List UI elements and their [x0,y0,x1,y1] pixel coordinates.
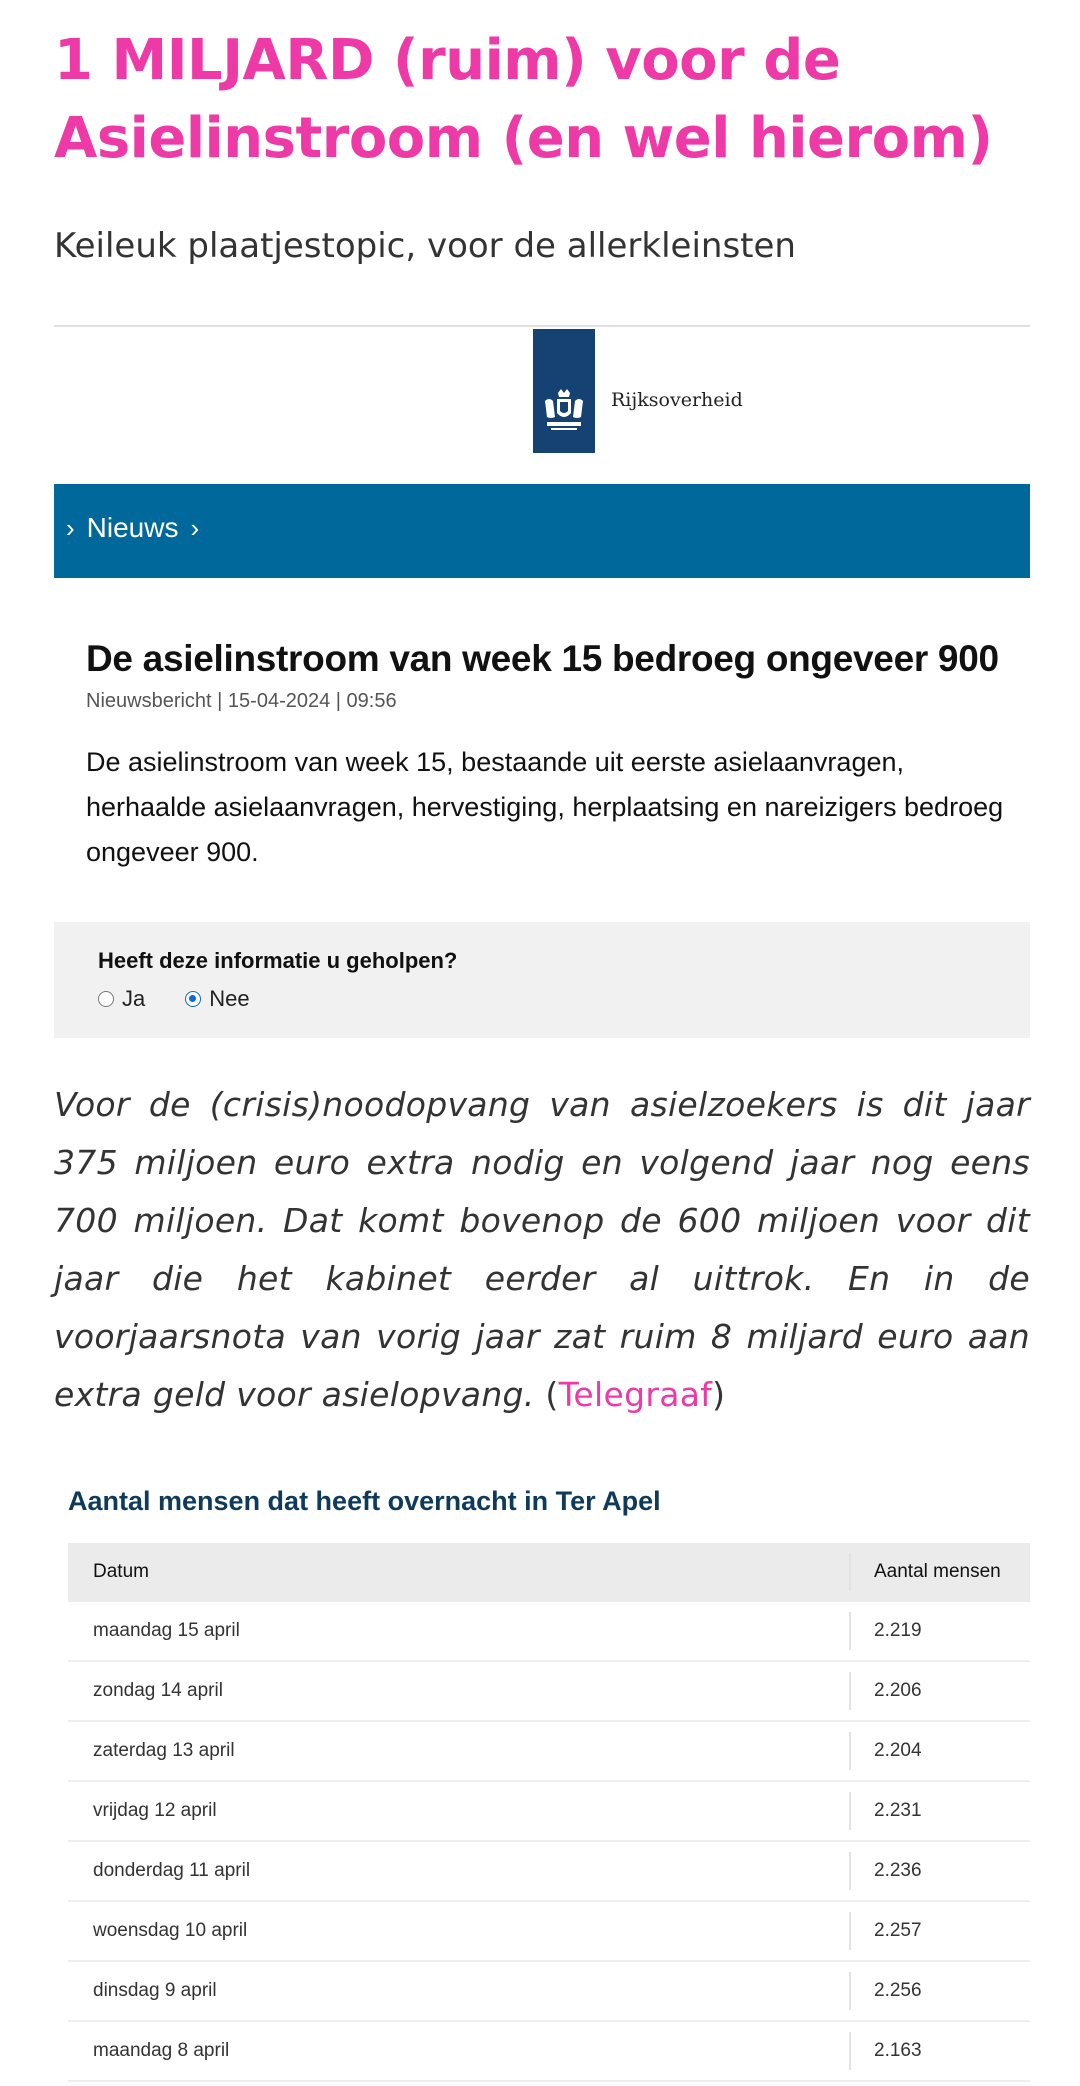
table-row [68,1722,1030,1782]
cell-count: 2.206 [874,1680,922,1701]
feedback-box [54,922,1030,1038]
cell-date: zondag 14 april [93,1680,223,1701]
table-row [68,1842,1030,1902]
cell-date: maandag 8 april [93,2040,230,2061]
cell-date: zaterdag 13 april [93,1740,235,1761]
source-link-telegraaf[interactable]: Telegraaf [558,1375,713,1414]
column-divider [849,1792,851,1830]
table-row [68,1602,1030,1662]
cell-count: 2.236 [874,1860,922,1881]
column-divider [849,1852,851,1890]
quote-paren-close: ) [712,1375,726,1414]
chevron-right-icon: › [66,512,75,543]
quote-paren-open: ( [545,1375,559,1414]
cell-count: 2.256 [874,1980,922,2001]
column-header-count: Aantal mensen [874,1561,1001,1582]
quote-paragraph [54,1076,1030,1424]
cell-date: vrijdag 12 april [93,1800,217,1821]
dutch-coat-of-arms-icon [541,389,587,433]
feedback-option-no[interactable] [185,986,249,1012]
table-row [68,2022,1030,2082]
column-divider [849,2032,851,2070]
table-row [68,1662,1030,1722]
table-row [68,1782,1030,1842]
table-header [68,1543,1030,1602]
cell-count: 2.163 [874,2040,922,2061]
news-breadcrumb-bar [54,484,1030,578]
quote-text: Voor de (crisis)noodopvang van asielzoekers is dit jaar 375 miljoen euro extra nodig en volgend jaar nog eens 700 miljoen. Dat komt bovenop de 600 miljoen voor dit jaar die het kabinet eerder al uittrok. En in de voorjaarsnota van vorig jaar zat ruim 8 miljard euro aan extra geld voor asielopvang. [54,1085,1030,1414]
feedback-option-yes[interactable] [98,986,145,1012]
column-divider [849,1672,851,1710]
cell-date: woensdag 10 april [93,1920,248,1941]
option-yes-label: Ja [122,986,146,1011]
column-divider [849,1912,851,1950]
option-no-label: Nee [209,986,250,1011]
article-body: De asielinstroom van week 15, bestaande uit eerste asielaanvragen, herhaalde asielaanvragen, hervestiging, herplaatsing en nareizigers bedroeg ongeveer 900. [86,747,1004,867]
logo-block [533,329,595,453]
cell-count: 2.231 [874,1800,922,1821]
post-subtitle: Keileuk plaatjestopic, voor de allerkleinsten [54,226,796,266]
logo-text: Rijksoverheid [611,389,743,411]
cell-date: dinsdag 9 april [93,1980,217,2001]
divider [54,325,1030,327]
column-divider [849,1972,851,2010]
cell-count: 2.257 [874,1920,922,1941]
column-header-date: Datum [93,1561,149,1582]
article-meta: Nieuwsbericht | 15-04-2024 | 09:56 [86,690,397,712]
column-divider [849,1553,851,1591]
radio-no[interactable] [185,991,201,1007]
table-title: Aantal mensen dat heeft overnacht in Ter Apel [68,1486,661,1516]
column-divider [849,1612,851,1650]
post-title: 1 MILJARD (ruim) voor de Asielinstroom (en wel hierom) [54,28,993,171]
cell-count: 2.219 [874,1620,922,1641]
cell-date: maandag 15 april [93,1620,240,1641]
table-row [68,1902,1030,1962]
feedback-options [98,986,250,1012]
feedback-question: Heeft deze informatie u geholpen? [98,948,458,973]
column-divider [849,1732,851,1770]
table-row [68,1962,1030,2022]
breadcrumb-news[interactable]: Nieuws [86,512,179,543]
cell-count: 2.204 [874,1740,922,1761]
cell-date: donderdag 11 april [93,1860,251,1881]
chevron-right-icon: › [190,512,200,543]
article-title: De asielinstroom van week 15 bedroeg ongeveer 900 [86,638,999,679]
radio-yes[interactable] [98,991,114,1007]
ter-apel-table [68,1543,1030,2082]
